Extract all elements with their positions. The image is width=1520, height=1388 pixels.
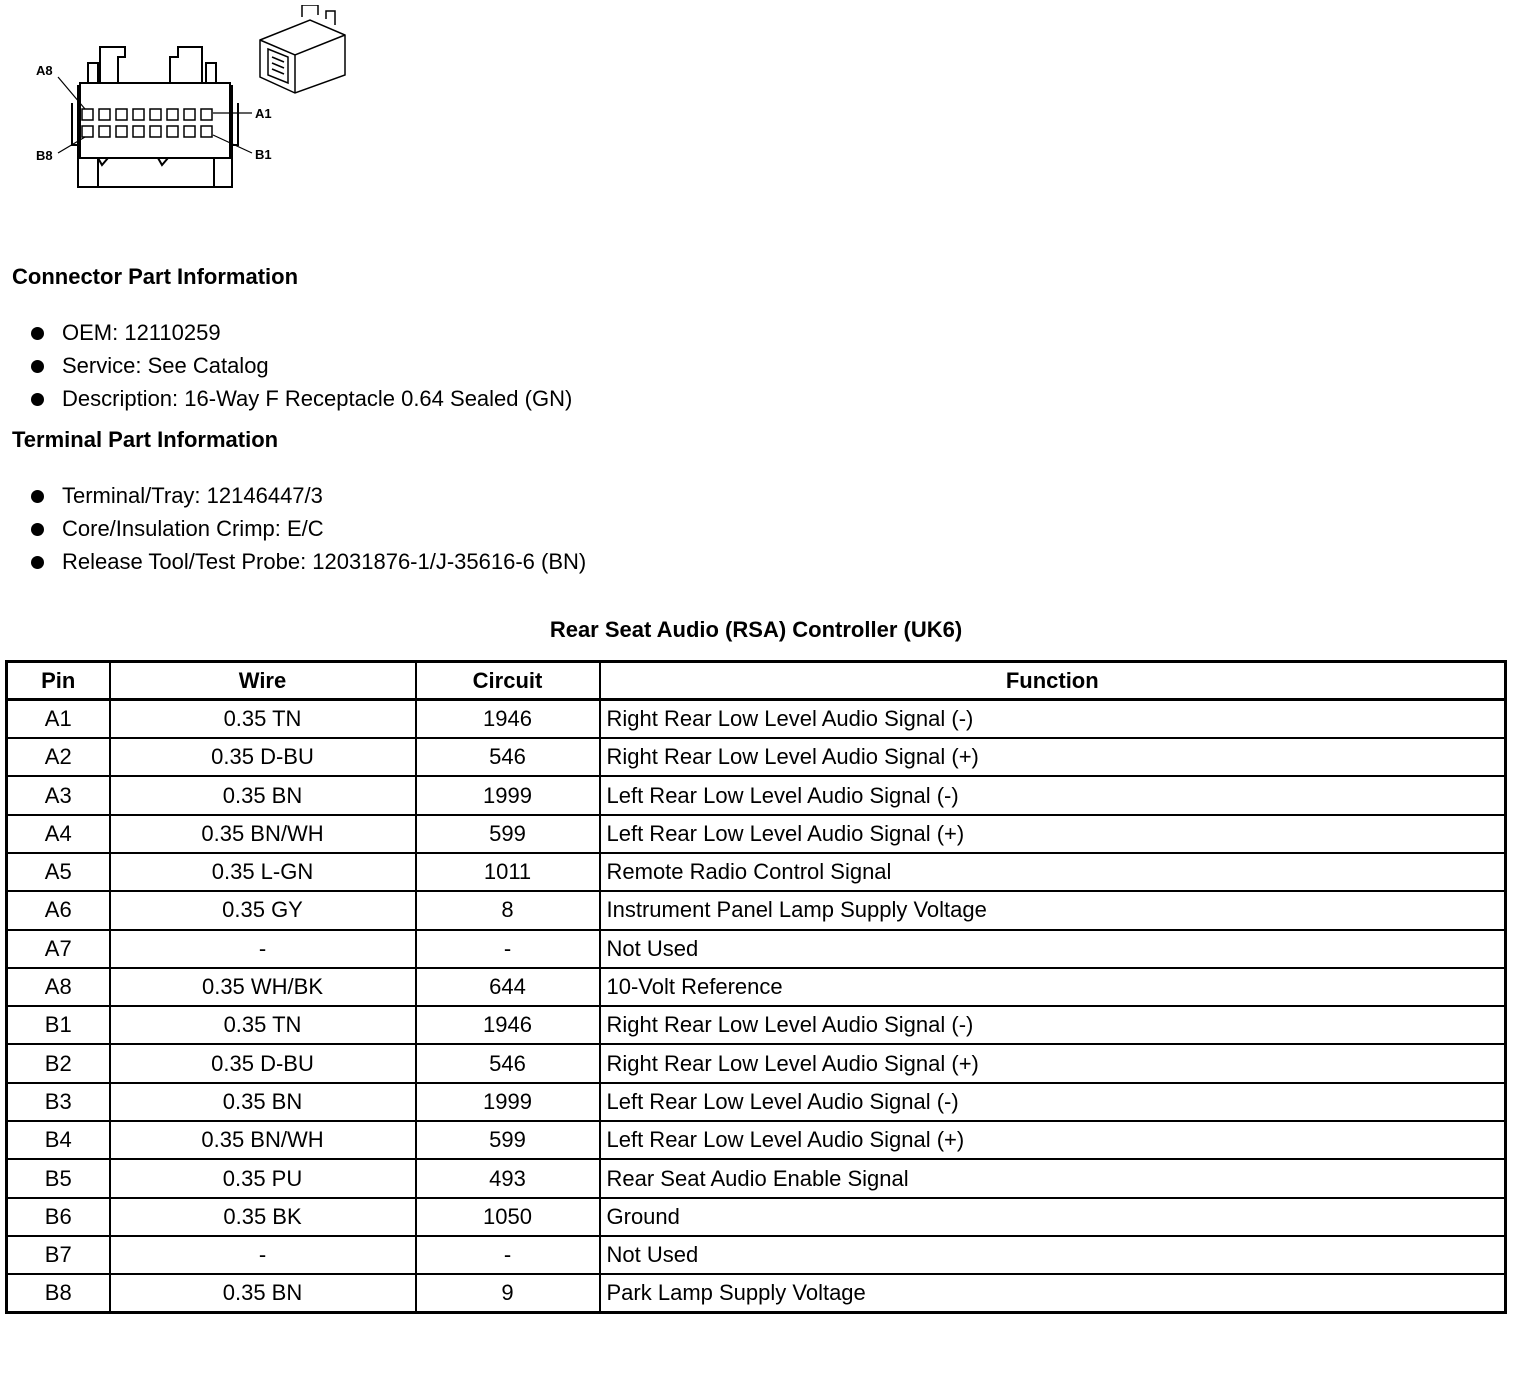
bullet-icon xyxy=(31,490,44,503)
header-pin: Pin xyxy=(7,662,110,700)
bullet-icon xyxy=(31,360,44,373)
list-item xyxy=(28,512,586,545)
cell-wire: 0.35 BK xyxy=(110,1198,416,1236)
table-row xyxy=(7,1083,1506,1121)
connector-oem: OEM: 12110259 xyxy=(62,320,221,345)
cell-circuit: 546 xyxy=(416,738,600,776)
terminal-release-tool: Release Tool/Test Probe: 12031876-1/J-35616-6 (BN) xyxy=(62,549,587,574)
list-item xyxy=(28,479,586,512)
terminal-part-info-title: Terminal Part Information xyxy=(12,427,279,452)
cell-function: Remote Radio Control Signal xyxy=(600,853,1506,891)
label-a8: A8 xyxy=(36,63,53,78)
cell-circuit: 1999 xyxy=(416,1083,600,1121)
pinout-table xyxy=(5,660,1507,1314)
cell-wire: 0.35 TN xyxy=(110,700,416,738)
cell-function: Not Used xyxy=(600,930,1506,968)
table-row xyxy=(7,1198,1506,1236)
connector-3d-thumbnail xyxy=(260,5,345,93)
connector-part-info-title: Connector Part Information xyxy=(12,264,299,289)
cell-pin: B7 xyxy=(7,1236,110,1274)
cell-wire: - xyxy=(110,1236,416,1274)
cell-pin: A3 xyxy=(7,776,110,814)
cell-pin: A7 xyxy=(7,930,110,968)
cell-wire: - xyxy=(110,930,416,968)
cell-function: Left Rear Low Level Audio Signal (-) xyxy=(600,776,1506,814)
cell-function: Instrument Panel Lamp Supply Voltage xyxy=(600,891,1506,929)
list-item xyxy=(28,349,572,382)
table-row xyxy=(7,700,1506,738)
cell-circuit: 1946 xyxy=(416,700,600,738)
cell-circuit: 1011 xyxy=(416,853,600,891)
cell-pin: A5 xyxy=(7,853,110,891)
right-latch xyxy=(170,47,202,83)
cell-pin: A6 xyxy=(7,891,110,929)
table-row xyxy=(7,968,1506,1006)
cell-pin: B5 xyxy=(7,1159,110,1197)
header-wire: Wire xyxy=(110,662,416,700)
cell-function: Park Lamp Supply Voltage xyxy=(600,1274,1506,1312)
cell-function: Right Rear Low Level Audio Signal (-) xyxy=(600,700,1506,738)
cell-circuit: - xyxy=(416,930,600,968)
bullet-icon xyxy=(31,556,44,569)
cell-pin: B8 xyxy=(7,1274,110,1312)
terminal-part-info-list xyxy=(28,479,586,578)
table-row xyxy=(7,1121,1506,1159)
cell-circuit: 9 xyxy=(416,1274,600,1312)
label-b1: B1 xyxy=(255,147,272,162)
header-circuit: Circuit xyxy=(416,662,600,700)
cell-circuit: 493 xyxy=(416,1159,600,1197)
cell-function: Left Rear Low Level Audio Signal (-) xyxy=(600,1083,1506,1121)
cell-wire: 0.35 L-GN xyxy=(110,853,416,891)
cell-wire: 0.35 BN xyxy=(110,776,416,814)
cell-function: Left Rear Low Level Audio Signal (+) xyxy=(600,815,1506,853)
table-row xyxy=(7,1006,1506,1044)
cell-pin: A1 xyxy=(7,700,110,738)
cell-circuit: 599 xyxy=(416,1121,600,1159)
cell-function: Right Rear Low Level Audio Signal (+) xyxy=(600,1044,1506,1082)
cell-pin: B3 xyxy=(7,1083,110,1121)
cell-circuit: - xyxy=(416,1236,600,1274)
pin-cavities xyxy=(82,109,212,137)
connector-diagram xyxy=(30,5,360,195)
connector-service: Service: See Catalog xyxy=(62,353,269,378)
label-b8: B8 xyxy=(36,148,53,163)
cell-wire: 0.35 PU xyxy=(110,1159,416,1197)
cell-pin: A8 xyxy=(7,968,110,1006)
connector-description: Description: 16-Way F Receptacle 0.64 Sealed (GN) xyxy=(62,386,573,411)
cell-circuit: 8 xyxy=(416,891,600,929)
table-row xyxy=(7,1044,1506,1082)
cell-wire: 0.35 BN/WH xyxy=(110,1121,416,1159)
header-function: Function xyxy=(600,662,1506,700)
cell-pin: B1 xyxy=(7,1006,110,1044)
cell-function: Rear Seat Audio Enable Signal xyxy=(600,1159,1506,1197)
cell-pin: A2 xyxy=(7,738,110,776)
cell-wire: 0.35 TN xyxy=(110,1006,416,1044)
cell-function: Right Rear Low Level Audio Signal (-) xyxy=(600,1006,1506,1044)
bullet-icon xyxy=(31,393,44,406)
terminal-crimp: Core/Insulation Crimp: E/C xyxy=(62,516,324,541)
table-row xyxy=(7,1274,1506,1312)
connector-face-drawing xyxy=(30,5,360,195)
cell-circuit: 546 xyxy=(416,1044,600,1082)
table-row xyxy=(7,1159,1506,1197)
bullet-icon xyxy=(31,523,44,536)
label-a1: A1 xyxy=(255,106,272,121)
list-item xyxy=(28,545,586,578)
cell-function: Right Rear Low Level Audio Signal (+) xyxy=(600,738,1506,776)
cell-circuit: 599 xyxy=(416,815,600,853)
table-header-row xyxy=(7,662,1506,700)
table-row xyxy=(7,853,1506,891)
table-title: Rear Seat Audio (RSA) Controller (UK6) xyxy=(549,617,963,642)
cell-circuit: 1946 xyxy=(416,1006,600,1044)
cell-wire: 0.35 BN xyxy=(110,1083,416,1121)
cell-wire: 0.35 D-BU xyxy=(110,1044,416,1082)
cell-function: Left Rear Low Level Audio Signal (+) xyxy=(600,1121,1506,1159)
table-row xyxy=(7,776,1506,814)
table-row xyxy=(7,930,1506,968)
cell-circuit: 644 xyxy=(416,968,600,1006)
table-row xyxy=(7,738,1506,776)
table-row xyxy=(7,1236,1506,1274)
connector-part-info-list xyxy=(28,316,572,415)
list-item xyxy=(28,382,572,415)
bullet-icon xyxy=(31,327,44,340)
cell-wire: 0.35 BN/WH xyxy=(110,815,416,853)
table-row xyxy=(7,891,1506,929)
cell-wire: 0.35 BN xyxy=(110,1274,416,1312)
cell-pin: B4 xyxy=(7,1121,110,1159)
list-item xyxy=(28,316,572,349)
cell-function: Not Used xyxy=(600,1236,1506,1274)
cell-wire: 0.35 WH/BK xyxy=(110,968,416,1006)
cell-circuit: 1050 xyxy=(416,1198,600,1236)
terminal-tray: Terminal/Tray: 12146447/3 xyxy=(62,483,323,508)
cell-function: 10-Volt Reference xyxy=(600,968,1506,1006)
cell-pin: A4 xyxy=(7,815,110,853)
table-row xyxy=(7,815,1506,853)
cell-pin: B6 xyxy=(7,1198,110,1236)
cell-pin: B2 xyxy=(7,1044,110,1082)
left-latch xyxy=(100,47,125,83)
cell-wire: 0.35 D-BU xyxy=(110,738,416,776)
cell-circuit: 1999 xyxy=(416,776,600,814)
cell-function: Ground xyxy=(600,1198,1506,1236)
cell-wire: 0.35 GY xyxy=(110,891,416,929)
